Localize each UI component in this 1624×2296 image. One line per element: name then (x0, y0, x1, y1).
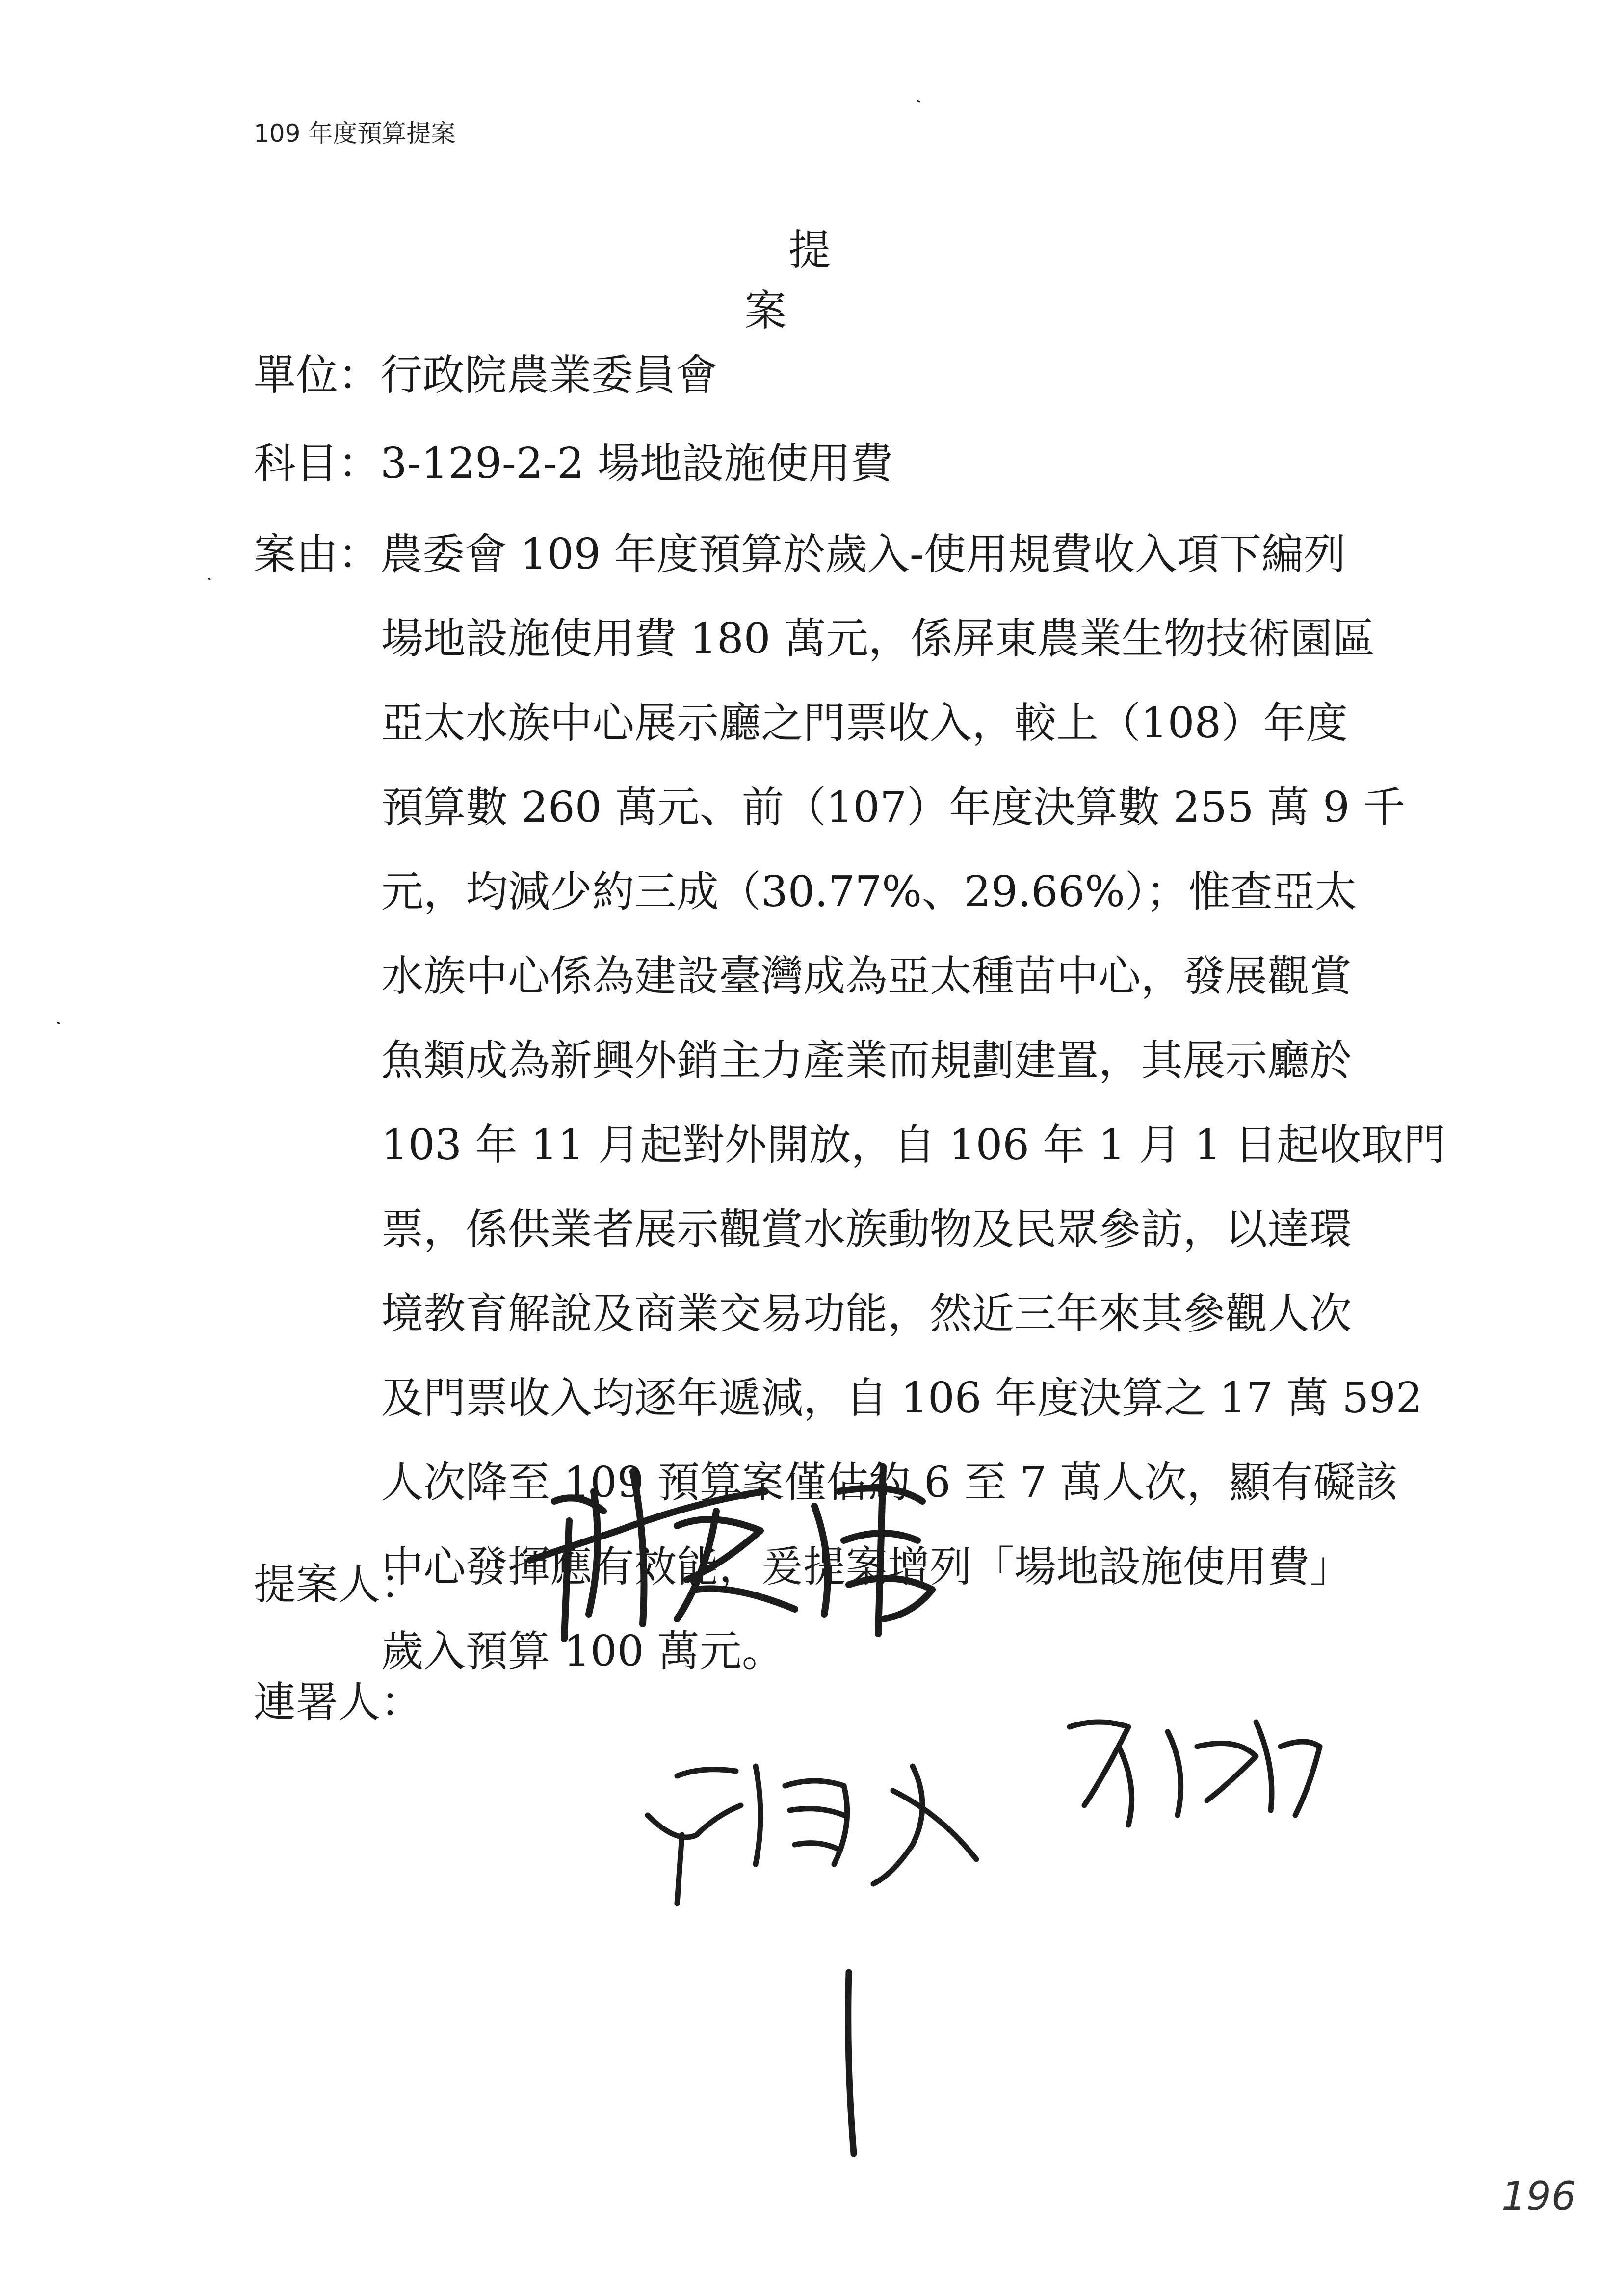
reason-line: 魚類成為新興外銷主力產業而規劃建置，其展示廳於 (381, 1036, 1352, 1085)
pen-stroke-mark (848, 1972, 854, 2154)
reason-line: 票，係供業者展示觀賞水族動物及民眾參訪，以達環 (381, 1205, 1352, 1254)
subject-label: 科目： (254, 439, 380, 488)
page-number: 196 (1501, 2173, 1576, 2219)
unit-label: 單位： (254, 351, 380, 400)
proposer-label: 提案人： (254, 1560, 422, 1609)
reason-label: 案由： (254, 530, 380, 579)
header-note: 109 年度預算提案 (254, 119, 456, 148)
document-title: 提案 (744, 226, 919, 336)
reason-line: 及門票收入均逐年遞減，自 106 年度決算之 17 萬 592 (381, 1374, 1423, 1423)
reason-line: 境教育解說及商業交易功能，然近三年來其參觀人次 (381, 1289, 1352, 1338)
proposer-signature (530, 1467, 932, 1639)
reason-line: 人次降至 109 預算案僅估約 6 至 7 萬人次，顯有礙該 (381, 1458, 1398, 1507)
reason-line: 亞太水族中心展示廳之門票收入，較上（108）年度 (381, 699, 1348, 748)
subject-value: 3-129-2-2 場地設施使用費 (380, 439, 893, 488)
reason-text: 農委會 109 年度預算於歲入-使用規費收入項下編列 (380, 530, 1346, 579)
reason-line: 水族中心係為建設臺灣成為亞太種苗中心，發展觀賞 (381, 952, 1352, 1001)
cosigner-signature (648, 1766, 976, 1904)
cosigner-signature (1070, 1722, 1320, 1825)
reason-line: 場地設施使用費 180 萬元，係屏東農業生物技術園區 (381, 614, 1375, 663)
reason-line: 103 年 11 月起對外開放，自 106 年 1 月 1 日起收取門 (381, 1121, 1446, 1170)
reason-line: 中心發揮應有效能，爰提案增列「場地設施使用費」 (381, 1542, 1352, 1592)
reason-line: 元，均減少約三成（30.77%、29.66%）；惟查亞太 (381, 867, 1357, 916)
reason-line: 歲入預算 100 萬元。 (381, 1627, 784, 1676)
unit-value: 行政院農業委員會 (380, 351, 718, 400)
cosigner-label: 連署人： (254, 1678, 422, 1727)
reason-line: 預算數 260 萬元、前（107）年度決算數 255 萬 9 千 (381, 783, 1406, 832)
